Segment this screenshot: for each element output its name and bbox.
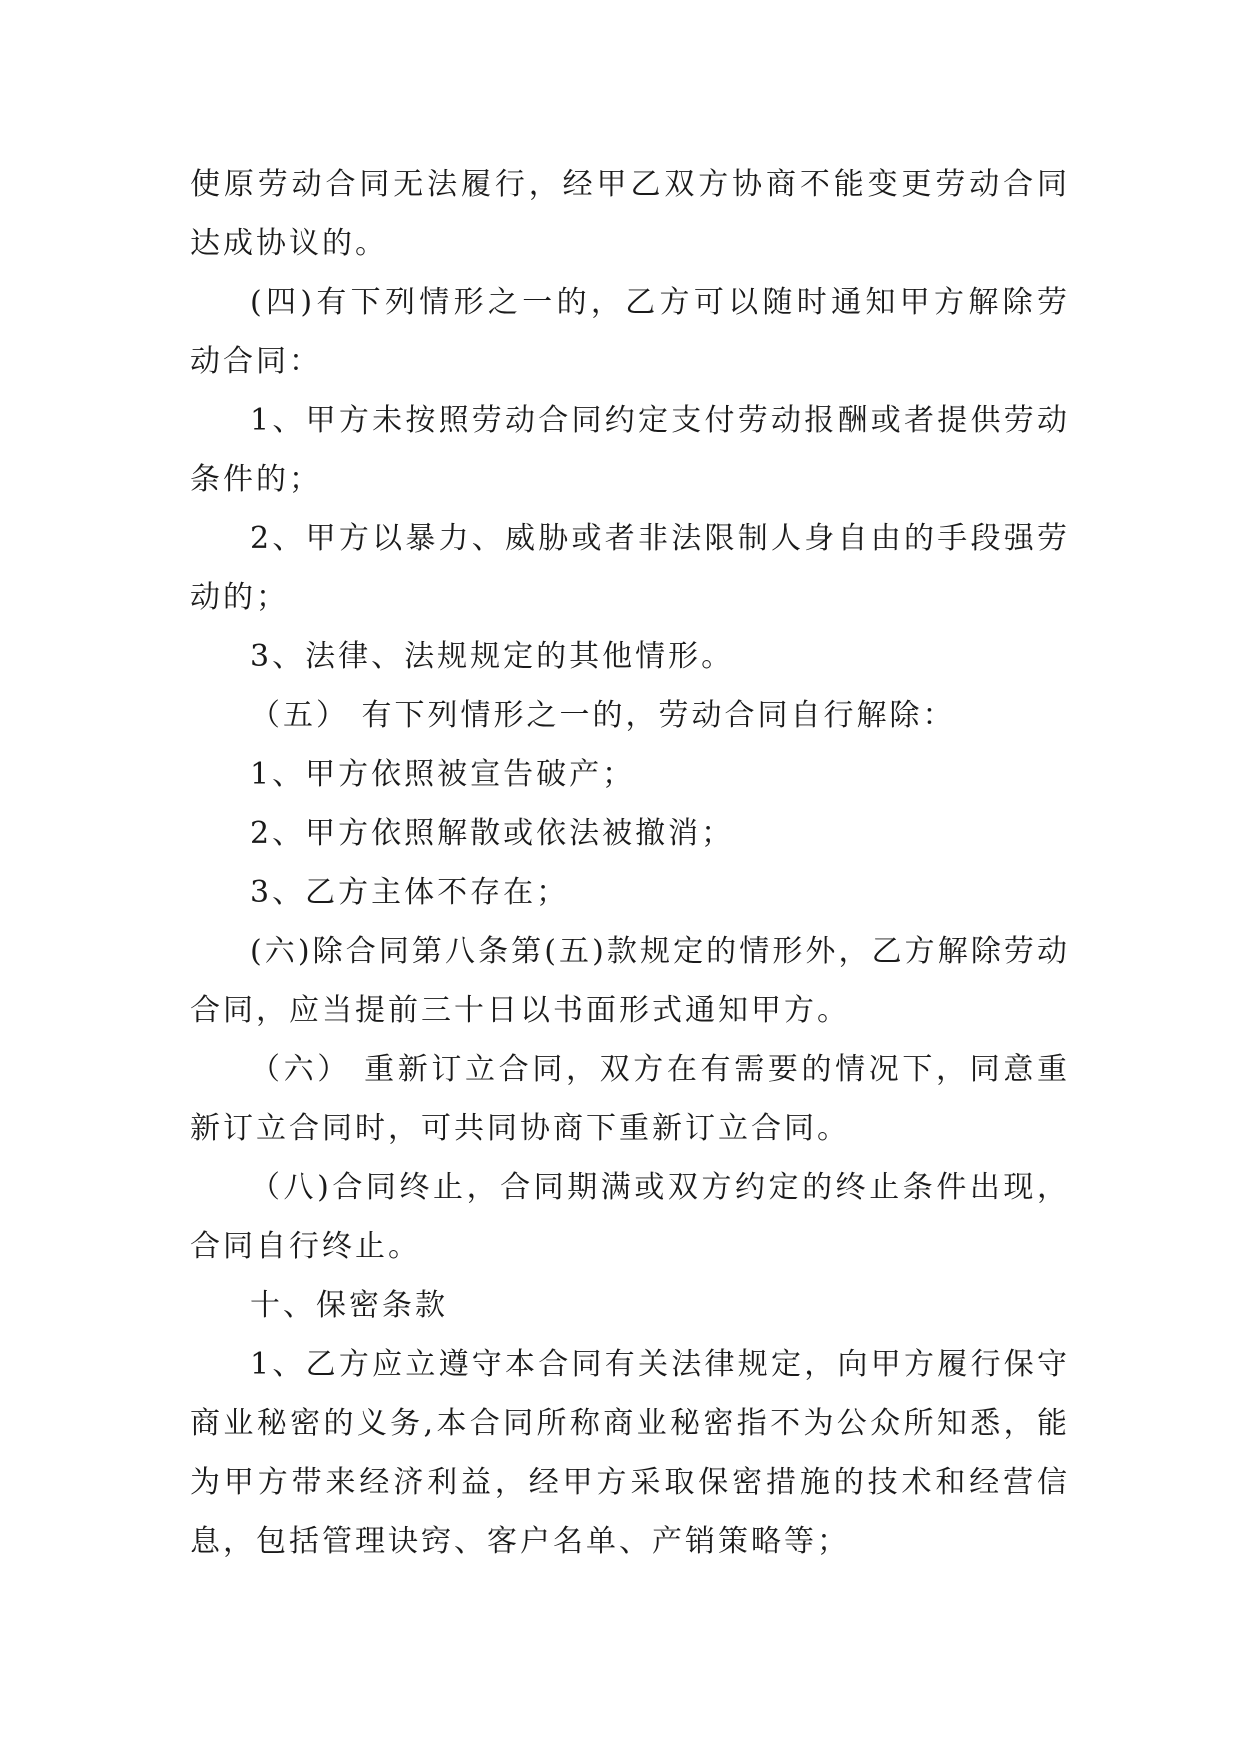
paragraph-clause-6: (六)除合同第八条第(五)款规定的情形外，乙方解除劳动合同，应当提前三十日以书面形式通知甲方。 bbox=[190, 934, 1070, 1028]
section-heading-confidentiality: 十、保密条款 bbox=[250, 1288, 448, 1323]
paragraph-item: 1、乙方应立遵守本合同有关法律规定，向甲方履行保守商业秘密的义务,本合同所称商业秘密指不为公众所知悉，能为甲方带来经济利益，经甲方采取保密措施的技术和经营信息，包括管理诀窍、客户名单、产销策略等； bbox=[190, 1347, 1070, 1559]
paragraph-item: 2、甲方以暴力、威胁或者非法限制人身自由的手段强劳动的； bbox=[190, 521, 1070, 615]
paragraph-clause-6-renewal: （六） 重新订立合同，双方在有需要的情况下，同意重新订立合同时，可共同协商下重新订立合同。 bbox=[190, 1052, 1070, 1146]
paragraph-clause-8: （八)合同终止，合同期满或双方约定的终止条件出现，合同自行终止。 bbox=[190, 1170, 1070, 1264]
paragraph-clause-5: （五） 有下列情形之一的，劳动合同自行解除： bbox=[250, 698, 956, 733]
paragraph-continuation: 使原劳动合同无法履行，经甲乙双方协商不能变更劳动合同达成协议的。 bbox=[190, 167, 1070, 261]
paragraph-item: 3、法律、法规规定的其他情形。 bbox=[250, 639, 735, 674]
paragraph-item: 1、甲方依照被宣告破产； bbox=[250, 757, 636, 792]
paragraph-clause-4: (四)有下列情形之一的，乙方可以随时通知甲方解除劳动合同： bbox=[190, 285, 1070, 379]
paragraph-item: 3、乙方主体不存在； bbox=[250, 875, 570, 910]
paragraph-item: 1、甲方未按照劳动合同约定支付劳动报酬或者提供劳动条件的； bbox=[190, 403, 1070, 497]
document-body bbox=[190, 155, 1070, 1571]
paragraph-item: 2、甲方依照解散或依法被撤消； bbox=[250, 816, 735, 851]
